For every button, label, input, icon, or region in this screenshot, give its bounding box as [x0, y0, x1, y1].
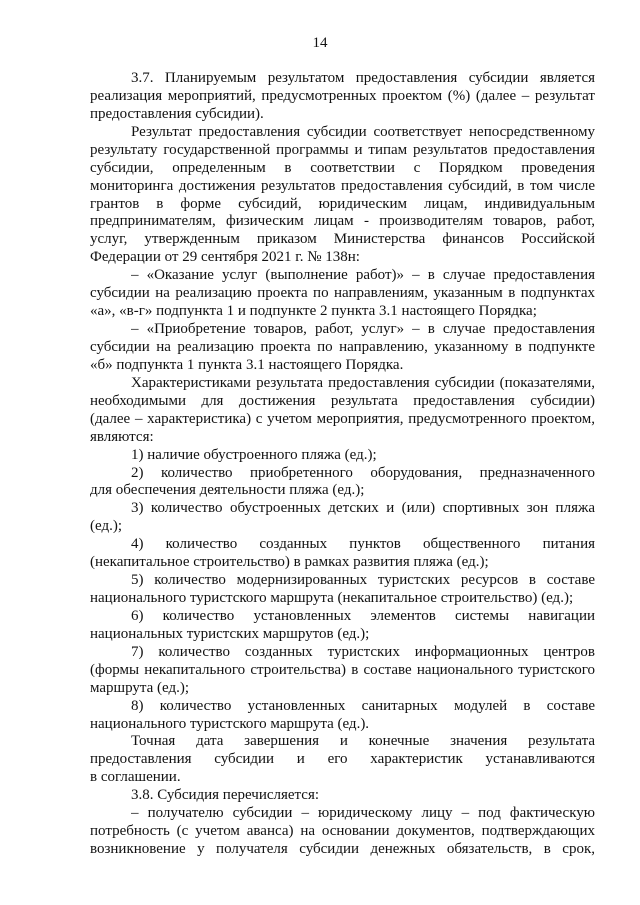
text-line: – «Оказание услуг (выполнение работ)» – в случае предоставления [131, 267, 595, 284]
text-line: (некапитальное строительство) в рамках развития пляжа (ед.); [90, 554, 489, 571]
text-line: «б» подпункта 1 пункта 3.1 настоящего Порядка. [90, 356, 404, 373]
text-line: (далее – характеристика) с учетом мероприятия, предусмотренного проектом, [90, 410, 595, 427]
text-line: Точная дата завершения и конечные значения результата [131, 733, 595, 750]
text-line: – «Приобретение товаров, работ, услуг» – в случае предоставления [131, 321, 595, 337]
text-line: услуг, утвержденным приказом Министерства финансов Российской [90, 231, 595, 248]
text-line: 7) количество созданных туристских информационных центров [131, 643, 595, 660]
text-line: реализация мероприятий, предусмотренных проектом (%) (далее – результат [90, 87, 595, 104]
text-line: (формы некапитального строительства) в составе национального туристского [90, 661, 595, 678]
text-line: 3.8. Субсидия перечисляется: [131, 787, 320, 804]
text-line: субсидии, определенным в соответствии с Порядком проведения [90, 159, 595, 176]
text-line: результату государственной программы и типам результатов предоставления [90, 141, 595, 158]
text-line: маршрута (ед.); [90, 679, 190, 696]
page-number: 14 [312, 35, 328, 51]
text-line: 8) количество установленных санитарных модулей в составе [131, 697, 595, 714]
text-line: потребность (с учетом аванса) на основании документов, подтверждающих [90, 823, 595, 840]
text-line: 3.7. Планируемым результатом предоставления субсидии является [131, 70, 595, 86]
text-line: являются: [90, 428, 154, 445]
text-line: 6) количество установленных элементов системы навигации [131, 607, 595, 624]
text-line: 4) количество созданных пунктов общественного питания [131, 536, 595, 553]
text-line: необходимыми для достижения результата предоставления субсидии) [90, 392, 595, 409]
text-line: Федерации от 29 сентября 2021 г. № 138н: [90, 249, 360, 266]
text-line: предоставления субсидии и его характеристик устанавливаются [90, 751, 595, 768]
text-line: Результат предоставления субсидии соответствует непосредственному [131, 123, 595, 140]
text-line: (ед.); [90, 518, 122, 535]
text-line: субсидии на реализацию проекта по направлению, указанному в подпункте [90, 338, 595, 355]
text-line: предпринимателям, физическим лицам - производителям товаров, работ, [90, 213, 595, 230]
text-line: 2) количество приобретенного оборудования, предназначенного [131, 464, 595, 481]
text-line: 1) наличие обустроенного пляжа (ед.); [131, 446, 377, 463]
text-line: национальных туристских маршрутов (ед.); [90, 625, 370, 642]
text-line: национального туристского маршрута (ед.). [90, 715, 370, 732]
text-line: субсидии на реализацию проекта по направлениям, указанным в подпунктах [90, 285, 595, 302]
text-line: 5) количество модернизированных туристских ресурсов в составе [131, 572, 595, 588]
text-line: грантов в форме субсидий, юридическим лицам, индивидуальным [90, 195, 595, 212]
text-line: мониторинга достижения результатов предоставления субсидий, в том числе [90, 177, 595, 194]
text-line: в соглашении. [90, 769, 181, 786]
text-line: 3) количество обустроенных детских и (или) спортивных зон пляжа [131, 500, 595, 517]
text-line: «а», «в-г» подпункта 1 и подпункте 2 пункта 3.1 настоящего Порядка; [90, 303, 537, 320]
text-line: национального туристского маршрута (некапитальное строительство) (ед.); [90, 590, 574, 606]
text-line: для обеспечения деятельности пляжа (ед.); [90, 482, 365, 499]
text-line: – получателю субсидии – юридическому лицу – под фактическую [131, 805, 595, 822]
text-line: Характеристиками результата предоставления субсидии (показателями, [131, 374, 595, 391]
text-line: возникновение у получателя субсидии денежных обязательств, в срок, [90, 841, 595, 857]
text-line: предоставления субсидии). [90, 105, 264, 122]
